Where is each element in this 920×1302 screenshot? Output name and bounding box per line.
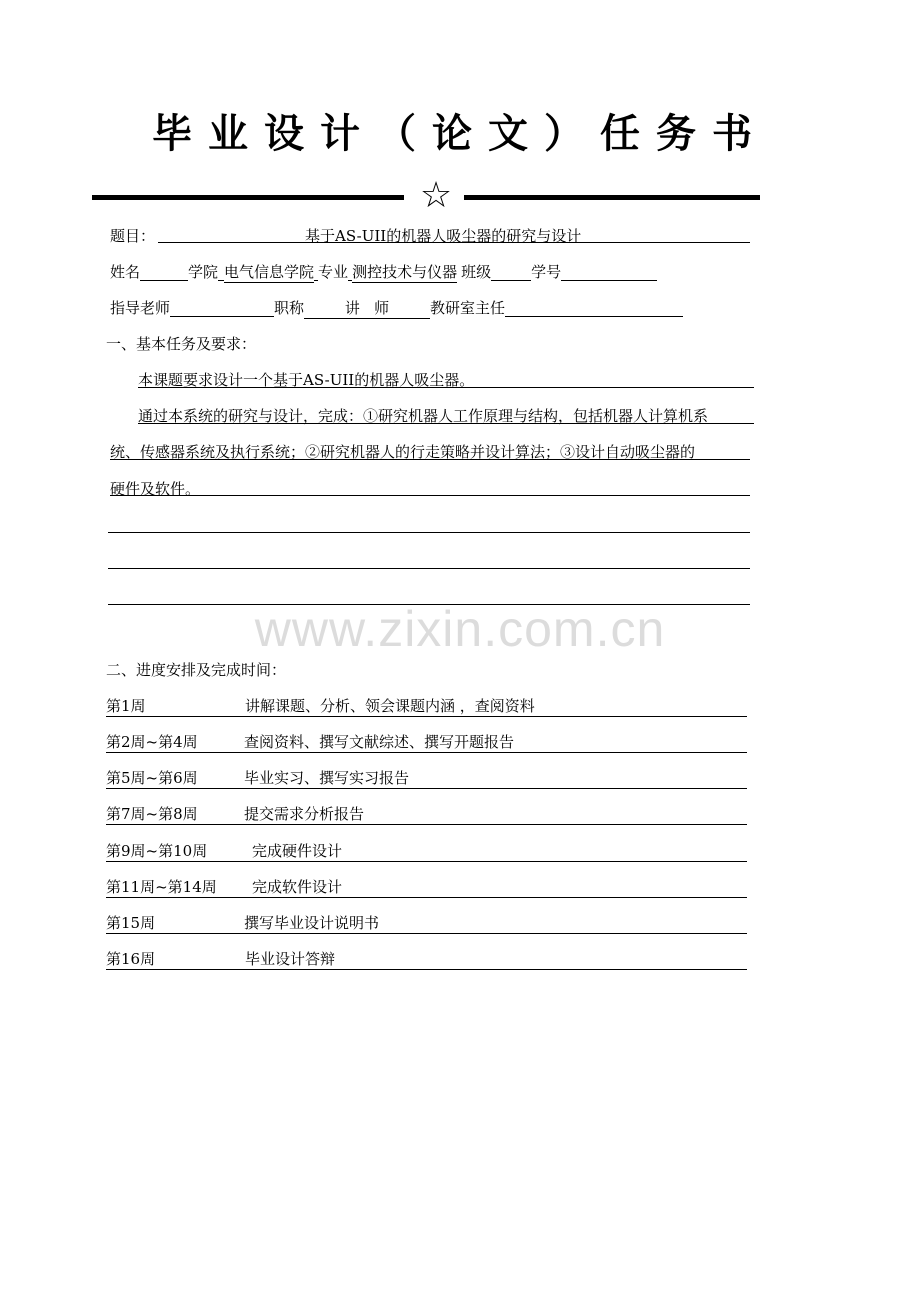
section2-heading: 二、进度安排及完成时间： (106, 661, 287, 679)
blank-line-2 (108, 568, 750, 569)
schedule-task: 毕业设计答辩 (245, 950, 336, 968)
schedule-task: 查阅资料、撰写文献综述、撰写开题报告 (244, 733, 515, 751)
section1-paragraph2-line1: 通过本系统的研究与设计，完成：①研究机器人工作原理与结构，包括机器人计算机系 (138, 407, 709, 425)
id-label: 学号 (531, 263, 562, 281)
schedule-week: 第1周 (106, 697, 146, 715)
schedule-row (106, 841, 747, 862)
schedule-task: 撰写毕业设计说明书 (244, 914, 380, 932)
schedule-task: 讲解课题、分析、领会课题内涵 ，查阅资料 (245, 697, 535, 715)
name-label: 姓名 (110, 263, 141, 281)
schedule-week: 第9周~第10周 (106, 842, 208, 860)
name-field (140, 262, 188, 281)
advisor-row (110, 298, 683, 319)
schedule-row (106, 732, 747, 753)
star-icon: ☆ (419, 175, 453, 216)
p2-underline-2 (110, 459, 750, 460)
p2-underline-1 (138, 423, 754, 424)
director-field (505, 298, 683, 317)
college-label: 学院 (188, 263, 219, 281)
advisor-title-text: 讲 师 (344, 299, 390, 317)
right-divider-rule (464, 195, 760, 200)
schedule-row (106, 696, 747, 717)
advisor-title-value (304, 298, 430, 319)
topic-value: 基于AS-UII的机器人吸尘器的研究与设计 (305, 227, 582, 245)
schedule-row (106, 949, 747, 970)
watermark: www.zixin.com.cn (254, 601, 666, 657)
schedule-row (106, 913, 747, 934)
left-divider-rule (92, 195, 404, 200)
schedule-row (106, 804, 747, 825)
section1-paragraph2-line3: 硬件及软件。 (110, 480, 201, 498)
schedule-row (106, 877, 747, 898)
schedule-task: 完成软件设计 (252, 878, 343, 896)
major-label: 专业 (318, 263, 349, 281)
schedule-task: 完成硬件设计 (252, 842, 343, 860)
college-value: 电气信息学院 (224, 263, 315, 281)
advisor-field (170, 298, 274, 317)
schedule-row (106, 768, 747, 789)
class-field (491, 262, 531, 281)
class-label: 班级 (461, 263, 492, 281)
p2-underline-3 (110, 495, 750, 496)
major-value: 测控技术与仪器 (352, 263, 458, 281)
schedule-task: 毕业实习、撰写实习报告 (244, 769, 410, 787)
section1-paragraph2-line2: 统、传感器系统及执行系统；②研究机器人的行走策略并设计算法；③设计自动吸尘器的 (110, 443, 696, 461)
section1-paragraph1: 本课题要求设计一个基于AS-UII的机器人吸尘器。 (138, 371, 475, 389)
schedule-week: 第2周~第4周 (106, 733, 198, 751)
id-field (561, 262, 657, 281)
advisor-title-label: 职称 (274, 299, 305, 317)
document-title: 毕业设计（论文）任务书 (152, 110, 768, 157)
schedule-week: 第11周~第14周 (106, 878, 217, 896)
section1-heading: 一、基本任务及要求： (106, 335, 257, 353)
schedule-task: 提交需求分析报告 (244, 805, 365, 823)
advisor-label: 指导老师 (110, 299, 171, 317)
topic-row (110, 226, 155, 246)
director-label: 教研室主任 (430, 299, 506, 317)
topic-label: 题目： (110, 227, 156, 245)
student-info-row (110, 262, 657, 283)
schedule-week: 第15周 (106, 914, 156, 932)
p1-underline (138, 387, 754, 388)
schedule-week: 第16周 (106, 950, 156, 968)
blank-line-1 (108, 532, 750, 533)
schedule-week: 第7周~第8周 (106, 805, 198, 823)
schedule-week: 第5周~第6周 (106, 769, 198, 787)
